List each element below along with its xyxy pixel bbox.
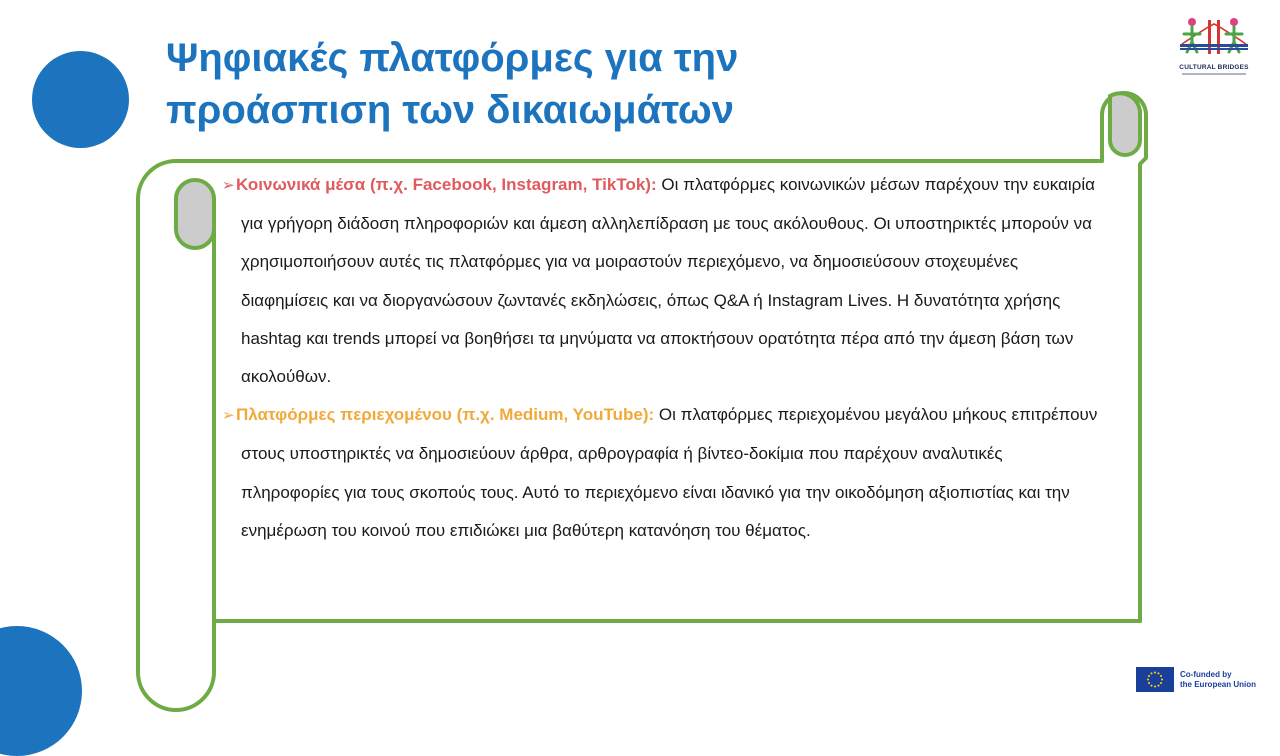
eu-flag-icon <box>1136 667 1174 692</box>
eu-text-line-1: Co-funded by <box>1180 669 1232 679</box>
eu-cofunded-text <box>1180 670 1270 690</box>
content-body <box>222 166 1102 550</box>
item-heading: Κοινωνικά μέσα (π.χ. Facebook, Instagram, TikTok): <box>236 175 657 194</box>
item-body: Οι πλατφόρμες περιεχομένου μεγάλου μήκους επιτρέπουν στους υποστηρικτές να δημοσιεύουν άρθρα, αρθρογραφία ή βίντεο-δοκίμια που παρέχουν αναλυτικές πληροφορίες για τους σκοπούς τους. Αυτό το περιεχόμενο είναι ιδανικό για την οικοδόμηση αξιοπιστίας και την ενημέρωση του κοινού που επιδιώκει μια βαθύτερη κατανόηση του θέματος. <box>241 405 1098 540</box>
list-item <box>222 396 1102 550</box>
logo-tagline-rule <box>1182 73 1246 75</box>
scroll-right-curl <box>1110 93 1140 155</box>
scroll-left-curl <box>176 180 214 248</box>
cultural-bridges-logo <box>1174 14 1254 94</box>
eu-text-line-2: the European Union <box>1180 679 1256 689</box>
arrow-bullet-icon: ➢ <box>222 407 235 425</box>
eu-cofunded-badge <box>1136 667 1270 692</box>
cultural-bridges-logo-mark <box>1174 14 1254 64</box>
list-item <box>222 166 1102 396</box>
arrow-bullet-icon: ➢ <box>222 177 235 194</box>
scroll-right-edge <box>1102 93 1146 621</box>
cultural-bridges-wordmark: CULTURAL BRIDGES <box>1179 64 1249 71</box>
item-heading: Πλατφόρμες περιεχομένου (π.χ. Medium, YouTube): <box>236 405 655 425</box>
slide-title: Ψηφιακές πλατφόρμες για την προάσπιση των δικαιωμάτων <box>166 36 739 132</box>
item-body: Οι πλατφόρμες κοινωνικών μέσων παρέχουν την ευκαιρία για γρήγορη διάδοση πληροφοριών και άμεση αλληλεπίδραση με τους ακόλουθους. Οι υποστηρικτές μπορούν να χρησιμοποιήσουν αυτές τις πλατφόρμες για να μοιραστούν περιεχόμενο, να δημοσιεύσουν στοχευμένες διαφημίσεις και να διοργανώσουν ζωντανές εκδηλώσεις, όπως Q&A ή Instagram Lives. Η δυνατότητα χρήσης hashtag και trends μπορεί να βοηθήσει τα μηνύματα να αποκτήσουν ορατότητα πέρα από την άμεση βάση των ακολούθων. <box>241 175 1095 387</box>
